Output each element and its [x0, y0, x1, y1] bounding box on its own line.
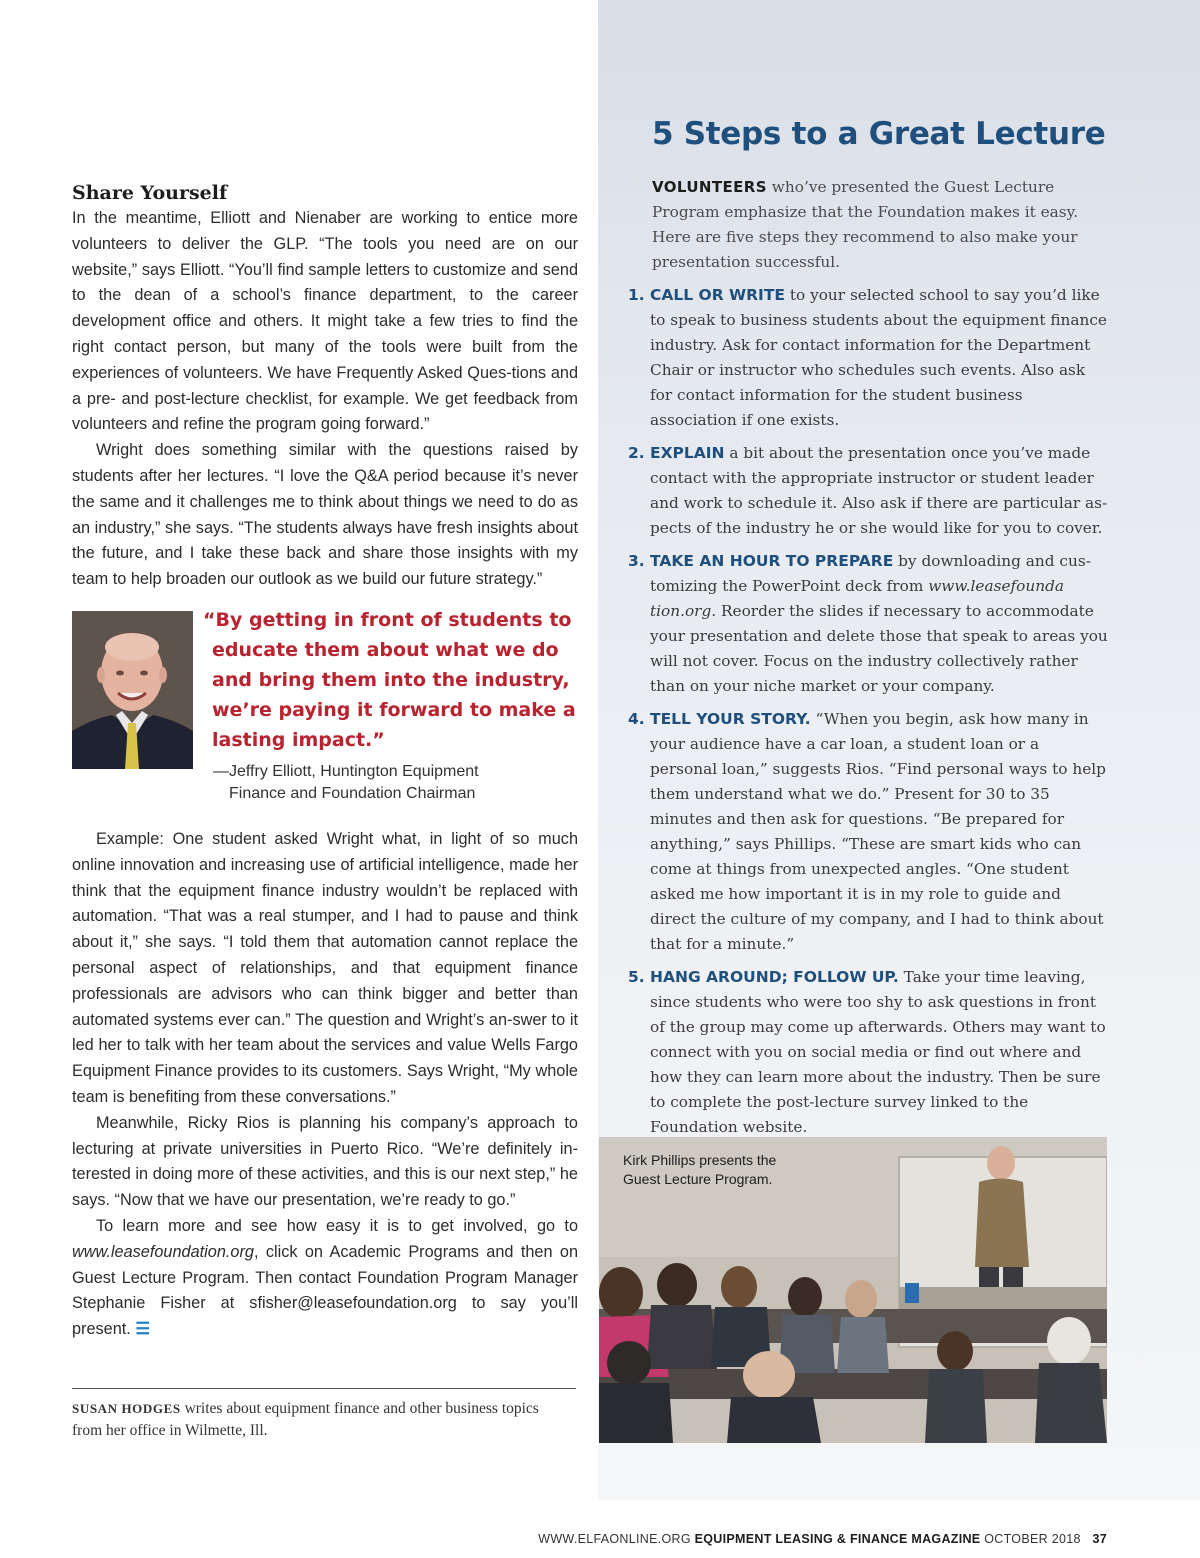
headshot-photo: [72, 611, 193, 769]
article-paragraph-final: [72, 1214, 578, 1343]
foundation-link[interactable]: www.leasefounda tion.org: [650, 577, 1064, 620]
step-lead: TELL YOUR STORY.: [650, 710, 811, 728]
step-text: “When you begin, ask how many in your audience have a car loan, a student loan or a personal loan,” suggests Rios. “Find personal ways to help them understand what we do.” Present for 30 to 35 minutes and then ask for questions. “Be prepared for anything,” says Phillips. “These are smart kids who can come at things from unexpected angles. “One student asked me how important it is in my role to guide and direct the culture of my company, and I had to think about that for a minute.”: [650, 710, 1106, 953]
pull-quote-attribution: [213, 761, 583, 805]
footer-issue: OCTOBER 2018: [984, 1532, 1081, 1546]
pull-quote: [203, 605, 576, 755]
step-number: 2.: [628, 444, 645, 462]
step-text: Take your time leaving, since students who were too shy to ask questions in front of the group may come up afterwards. Others may want to connect with you on social media or find out where and how they can learn more about the industry. Then be sure to complete the post-lecture survey linked to the Foundation website.: [650, 968, 1106, 1136]
pull-quote-block: [72, 605, 578, 817]
pull-quote-line: and bring them into the industry,: [212, 668, 570, 691]
article-column: [72, 180, 578, 1343]
step-text: . Reorder the slides if necessary to accommodate your presentation and delete those that speak to areas you will not cover. Focus on the industry collectively rather than on your niche market or your company.: [650, 602, 1108, 695]
step-lead: CALL OR WRITE: [650, 286, 785, 304]
step-text: a bit about the presentation once you’ve made contact with the appropriate instructor or student leader and work to schedule it. Also ask if there are particular as-pects of the industry he or she would like for you to cover.: [650, 444, 1108, 537]
sidebar-intro: [652, 175, 1102, 275]
pull-quote-line: we’re paying it forward to make a: [212, 698, 576, 721]
end-of-article-icon: ☰: [135, 1320, 150, 1339]
step-lead: EXPLAIN: [650, 444, 725, 462]
step-number: 4.: [628, 710, 645, 728]
step-item: [628, 283, 1108, 433]
classroom-photo: [599, 1137, 1107, 1443]
foundation-link[interactable]: www.leasefoundation.org: [72, 1242, 254, 1261]
step-item: [628, 441, 1108, 541]
intro-text: who’ve presented the Guest Lecture Program emphasize that the Foundation makes it easy. Here are five steps they recommend to also make your presentation successful.: [652, 178, 1079, 271]
step-text: by downloading and cus-tomizing the PowerPoint deck from: [650, 552, 1091, 595]
step-item: [628, 707, 1108, 957]
pull-quote-line: lasting impact.”: [212, 728, 385, 751]
author-name: SUSAN HODGES: [72, 1401, 181, 1416]
step-number: 5.: [628, 968, 645, 986]
section-heading: Share Yourself: [72, 182, 228, 204]
step-number: 3.: [628, 552, 645, 570]
step-lead: TAKE AN HOUR TO PREPARE: [650, 552, 894, 570]
sidebar-title: 5 Steps to a Great Lecture: [652, 116, 1106, 152]
bio-text: writes about equipment finance and other business topics from her office in Wilmette, Ill.: [72, 1400, 539, 1439]
steps-list: [628, 283, 1108, 1148]
intro-lead: VOLUNTEERS: [652, 178, 767, 196]
article-paragraph: Meanwhile, Ricky Rios is planning his company’s approach to lecturing at private universities in Puerto Rico. “We’re definitely in-terested in doing more of these activities, and this is our next step,” he says. “Now that we have our presentation, we’re ready to go.”: [72, 1113, 578, 1210]
attribution-line: Finance and Foundation Chairman: [229, 784, 476, 802]
article-paragraph: In the meantime, Elliott and Nienaber are working to entice more volunteers to deliver the GLP. “The tools you need are on our website,” says Elliott. “You’ll find sample letters to customize and send to the dean of a school’s finance department, to the career development office and others. It might take a few tries to find the right contact person, but many of the tools were built from the experiences of volunteers. We have Frequently Asked Ques-tions and a pre- and post-lecture checklist, for example. We get feedback from volunteers and refine the program going forward.”: [72, 209, 578, 434]
step-lead: HANG AROUND; FOLLOW UP.: [650, 968, 899, 986]
article-paragraph: Wright does something similar with the questions raised by students after her lectures. “I love the Q&A period because it’s never the same and it challenges me to think about things we need to do as an industry,” she says. “The students always have fresh insights about the future, and I take these back and share those insights with my team to help broaden our outlook as we build our future strategy.”: [72, 441, 578, 589]
article-paragraph: Example: One student asked Wright what, in light of so much online innovation and increasing use of artificial intelligence, made her think that the equipment finance industry wouldn’t be replaced with automation. “That was a real stumper, and I had to pause and think about it,” she says. “I told them that automation cannot replace the personal aspect of relationships, and that equipment finance professionals are advisors who can think bigger and better than automated systems ever can.” The question and Wright’s an-swer to it led her to talk with her team about the services and value Wells Fargo Equipment Finance provides to its customers. Says Wright, “My whole team is benefiting from these conversations.”: [72, 829, 578, 1106]
footer-magazine: EQUIPMENT LEASING & FINANCE MAGAZINE: [694, 1532, 981, 1546]
page-footer: [538, 1532, 1107, 1546]
bio-divider: [72, 1388, 576, 1389]
author-bio: [72, 1398, 572, 1442]
step-number: 1.: [628, 286, 645, 304]
photo-caption: Kirk Phillips presents the Guest Lecture Program.: [623, 1152, 777, 1187]
text-span: , click on Academic Programs and then on Guest Lecture Program. Then contact Foundation Program Manager Stephanie Fisher at sfisher@leasefoundation.org to say you’ll present.: [72, 1242, 578, 1339]
pull-quote-line: educate them about what we do: [212, 638, 559, 661]
text-span: To learn more and see how easy it is to get involved, go to: [96, 1216, 578, 1235]
step-text: to your selected school to say you’d like to speak to business students about the equipment finance industry. Ask for contact information for the Department Chair or instructor who schedules such events. Also ask for contact information for the student business association if one exists.: [650, 286, 1107, 429]
pull-quote-line: “By getting in front of students to: [203, 608, 572, 631]
step-item: [628, 549, 1108, 699]
attribution-line: —Jeffry Elliott, Huntington Equipment: [213, 762, 479, 780]
step-item: [628, 965, 1108, 1140]
footer-site: WWW.ELFAONLINE.ORG: [538, 1532, 691, 1546]
page-number: 37: [1092, 1532, 1107, 1546]
